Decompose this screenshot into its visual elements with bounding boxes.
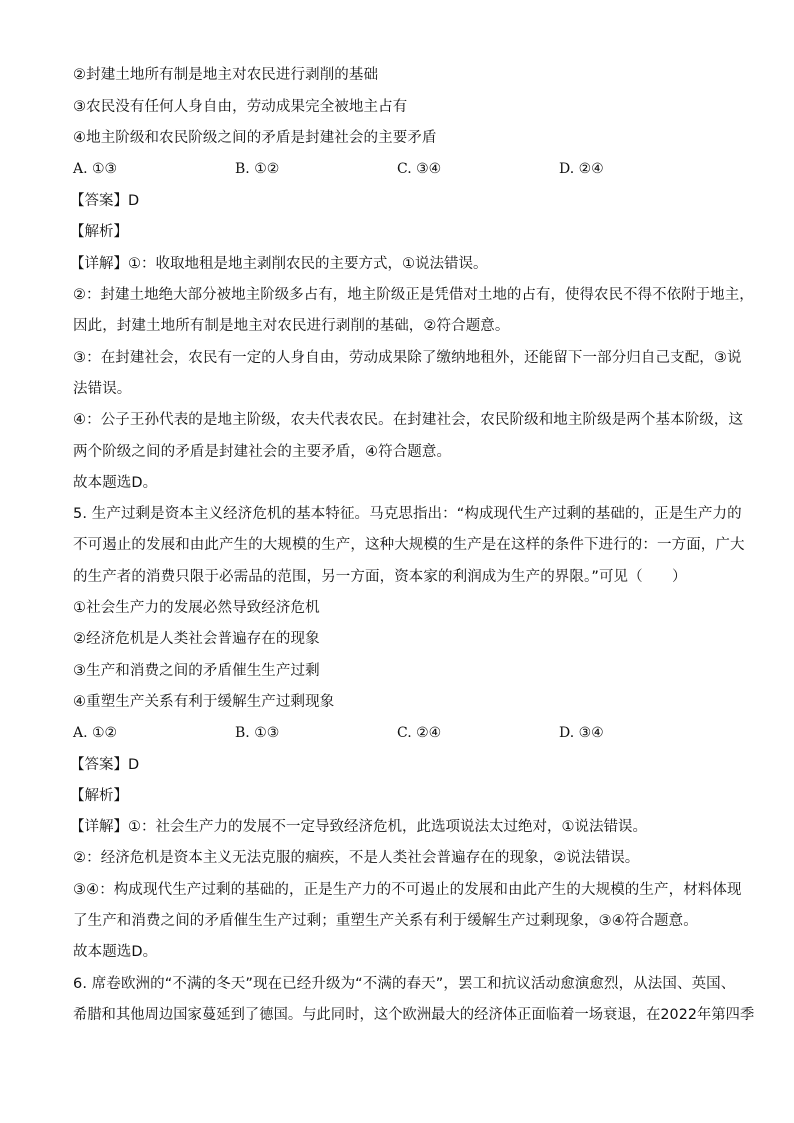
q5-conclusion-line: 故本题选D。	[73, 944, 158, 960]
question-5-stem: 5. 生产过剩是资本主义经济危机的基本特征。马克思指出：“构成现代生产过剩的基础的，正是生产力的	[73, 506, 742, 522]
question-6-stem: 希腊和其他周边国家蔓延到了德国。与此同时，这个欧洲最大的经济体正面临着一场衰退，在2022年第四季	[73, 1007, 755, 1023]
q5-option-c: C. ②④	[397, 725, 442, 741]
q5-option-a: A. ①②	[73, 725, 118, 741]
q5-option-b: B. ①③	[235, 725, 280, 741]
statement-4: ④地主阶级和农民阶级之间的矛盾是封建社会的主要矛盾	[73, 130, 437, 146]
option-c: C. ③④	[397, 161, 442, 177]
detail-line: ④：公子王孙代表的是地主阶级，农夫代表农民。在封建社会，农民阶级和地主阶级是两个基本阶级，这	[73, 412, 744, 428]
q5-detail-line: ②：经济危机是资本主义无法克服的痼疾，不是人类社会普遍存在的现象，②说法错误。	[73, 850, 640, 866]
q5-statement-4: ④重塑生产关系有利于缓解生产过剩现象	[73, 694, 335, 710]
detail-line: 两个阶级之间的矛盾是封建社会的主要矛盾，④符合题意。	[73, 444, 452, 460]
q5-statement-2: ②经济危机是人类社会普遍存在的现象	[73, 631, 320, 647]
q5-detail-line: ③④：构成现代生产过剩的基础的，正是生产力的不可遏止的发展和由此产生的大规模的生产，材料体现	[73, 882, 742, 898]
option-b: B. ①②	[235, 161, 280, 177]
q5-statement-3: ③生产和消费之间的矛盾催生生产过剩	[73, 663, 320, 679]
option-d: D. ②④	[559, 161, 604, 177]
q5-statement-1: ①社会生产力的发展必然导致经济危机	[73, 600, 320, 616]
question-6-stem: 6. 席卷欧洲的“不满的冬天”现在已经升级为“不满的春天”，罢工和抗议活动愈演愈烈，从法国、英国、	[73, 976, 736, 992]
statement-3: ③农民没有任何人身自由，劳动成果完全被地主占有	[73, 99, 408, 115]
option-a: A. ①③	[73, 161, 118, 177]
answer-label: 【答案】D	[70, 193, 140, 209]
detail-line: ②：封建土地绝大部分被地主阶级多占有，地主阶级正是凭借对土地的占有，使得农民不得不依附于地主，	[73, 287, 754, 303]
q5-option-d: D. ③④	[559, 725, 604, 741]
statement-2: ②封建土地所有制是地主对农民进行剥削的基础	[73, 67, 379, 83]
conclusion-line: 故本题选D。	[73, 475, 158, 491]
q5-options-row	[73, 723, 733, 743]
q5-answer-label: 【答案】D	[70, 757, 140, 773]
detail-line: 【详解】①：收取地租是地主剥削农民的主要方式，①说法错误。	[70, 256, 488, 272]
question-5-stem: 不可遏止的发展和由此产生的大规模的生产，这种大规模的生产是在这样的条件下进行的：一方面，广大	[73, 537, 745, 553]
detail-line: 法错误。	[73, 381, 132, 397]
options-row	[73, 159, 733, 179]
analysis-label: 【解析】	[70, 224, 128, 240]
question-5-stem: 的生产者的消费只限于必需品的范围，另一方面，资本家的利润成为生产的界限。”可见（ ）	[73, 569, 687, 585]
q5-analysis-label: 【解析】	[70, 788, 128, 804]
detail-line: ③：在封建社会，农民有一定的人身自由，劳动成果除了缴纳地租外，还能留下一部分归自己支配，③说	[73, 350, 742, 366]
detail-line: 因此，封建土地所有制是地主对农民进行剥削的基础，②符合题意。	[73, 318, 510, 334]
q5-detail-line: 了生产和消费之间的矛盾催生生产过剩；重塑生产关系有利于缓解生产过剩现象，③④符合题意。	[73, 913, 698, 929]
q5-detail-line: 【详解】①：社会生产力的发展不一定导致经济危机，此选项说法太过绝对，①说法错误。	[70, 819, 647, 835]
